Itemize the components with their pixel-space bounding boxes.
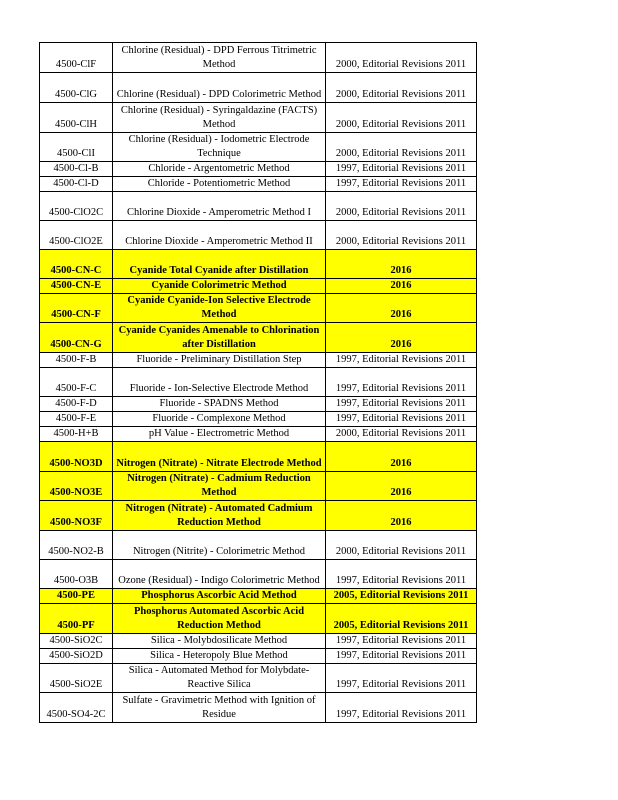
table-row	[40, 133, 477, 162]
method-name-cell: Chlorine (Residual) - Iodometric Electrode Technique	[113, 133, 326, 162]
method-name-cell: Nitrogen (Nitrate) - Cadmium Reduction Method	[113, 472, 326, 501]
table-row	[40, 427, 477, 442]
revision-cell: 2000, Editorial Revisions 2011	[326, 43, 477, 73]
revision-cell: 2016	[326, 442, 477, 472]
method-name-cell: Phosphorus Automated Ascorbic Acid Reduction Method	[113, 604, 326, 634]
revision-cell: 1997, Editorial Revisions 2011	[326, 353, 477, 368]
table-row	[40, 323, 477, 353]
table-row	[40, 162, 477, 177]
method-code-cell: 4500-F-E	[40, 412, 113, 427]
method-code-cell: 4500-PE	[40, 589, 113, 604]
revision-cell: 2000, Editorial Revisions 2011	[326, 192, 477, 221]
table-row	[40, 73, 477, 103]
method-code-cell: 4500-ClO2E	[40, 221, 113, 250]
method-code-cell: 4500-F-C	[40, 368, 113, 397]
table-row	[40, 634, 477, 649]
method-name-cell: Phosphorus Ascorbic Acid Method	[113, 589, 326, 604]
table-row	[40, 412, 477, 427]
method-name-cell: Cyanide Total Cyanide after Distillation	[113, 250, 326, 279]
method-name-cell: Ozone (Residual) - Indigo Colorimetric Method	[113, 560, 326, 589]
revision-cell: 1997, Editorial Revisions 2011	[326, 412, 477, 427]
method-name-cell: Chloride - Potentiometric Method	[113, 177, 326, 192]
revision-cell: 2016	[326, 323, 477, 353]
table-row	[40, 442, 477, 472]
revision-cell: 1997, Editorial Revisions 2011	[326, 664, 477, 693]
method-name-cell: Nitrogen (Nitrate) - Nitrate Electrode Method	[113, 442, 326, 472]
table-row	[40, 43, 477, 73]
methods-table-body	[40, 43, 477, 723]
table-row	[40, 560, 477, 589]
method-code-cell: 4500-ClI	[40, 133, 113, 162]
table-row	[40, 103, 477, 133]
method-code-cell: 4500-ClG	[40, 73, 113, 103]
revision-cell: 2005, Editorial Revisions 2011	[326, 589, 477, 604]
method-name-cell: Chlorine (Residual) - Syringaldazine (FACTS) Method	[113, 103, 326, 133]
revision-cell: 2016	[326, 472, 477, 501]
revision-cell: 1997, Editorial Revisions 2011	[326, 368, 477, 397]
revision-cell: 1997, Editorial Revisions 2011	[326, 560, 477, 589]
method-code-cell: 4500-ClF	[40, 43, 113, 73]
revision-cell: 1997, Editorial Revisions 2011	[326, 693, 477, 723]
method-name-cell: Chlorine (Residual) - DPD Ferrous Titrimetric Method	[113, 43, 326, 73]
method-name-cell: Nitrogen (Nitrate) - Automated Cadmium Reduction Method	[113, 501, 326, 531]
methods-table	[39, 42, 477, 723]
revision-cell: 2000, Editorial Revisions 2011	[326, 103, 477, 133]
revision-cell: 2016	[326, 250, 477, 279]
table-row	[40, 192, 477, 221]
method-name-cell: Chlorine Dioxide - Amperometric Method II	[113, 221, 326, 250]
revision-cell: 2016	[326, 279, 477, 294]
method-code-cell: 4500-O3B	[40, 560, 113, 589]
method-name-cell: Cyanide Colorimetric Method	[113, 279, 326, 294]
table-row	[40, 221, 477, 250]
table-row	[40, 649, 477, 664]
table-row	[40, 294, 477, 323]
table-row	[40, 589, 477, 604]
method-name-cell: Chlorine Dioxide - Amperometric Method I	[113, 192, 326, 221]
method-code-cell: 4500-CN-G	[40, 323, 113, 353]
method-name-cell: Cyanide Cyanide-Ion Selective Electrode Method	[113, 294, 326, 323]
method-name-cell: Fluoride - Complexone Method	[113, 412, 326, 427]
method-name-cell: Silica - Automated Method for Molybdate-Reactive Silica	[113, 664, 326, 693]
revision-cell: 2016	[326, 294, 477, 323]
revision-cell: 2000, Editorial Revisions 2011	[326, 531, 477, 560]
table-row	[40, 604, 477, 634]
method-name-cell: Nitrogen (Nitrite) - Colorimetric Method	[113, 531, 326, 560]
method-code-cell: 4500-CN-E	[40, 279, 113, 294]
method-name-cell: Sulfate - Gravimetric Method with Ignition of Residue	[113, 693, 326, 723]
method-code-cell: 4500-SO4-2C	[40, 693, 113, 723]
method-name-cell: pH Value - Electrometric Method	[113, 427, 326, 442]
table-row	[40, 368, 477, 397]
method-code-cell: 4500-SiO2E	[40, 664, 113, 693]
method-code-cell: 4500-Cl-D	[40, 177, 113, 192]
revision-cell: 1997, Editorial Revisions 2011	[326, 649, 477, 664]
method-code-cell: 4500-NO3F	[40, 501, 113, 531]
method-name-cell: Silica - Heteropoly Blue Method	[113, 649, 326, 664]
revision-cell: 1997, Editorial Revisions 2011	[326, 177, 477, 192]
method-code-cell: 4500-H+B	[40, 427, 113, 442]
method-code-cell: 4500-Cl-B	[40, 162, 113, 177]
revision-cell: 2016	[326, 501, 477, 531]
method-code-cell: 4500-NO3E	[40, 472, 113, 501]
table-row	[40, 664, 477, 693]
method-name-cell: Cyanide Cyanides Amenable to Chlorination after Distillation	[113, 323, 326, 353]
method-code-cell: 4500-ClO2C	[40, 192, 113, 221]
method-name-cell: Silica - Molybdosilicate Method	[113, 634, 326, 649]
method-code-cell: 4500-PF	[40, 604, 113, 634]
revision-cell: 2000, Editorial Revisions 2011	[326, 427, 477, 442]
table-row	[40, 250, 477, 279]
table-row	[40, 177, 477, 192]
revision-cell: 2000, Editorial Revisions 2011	[326, 221, 477, 250]
method-code-cell: 4500-CN-F	[40, 294, 113, 323]
method-name-cell: Fluoride - Preliminary Distillation Step	[113, 353, 326, 368]
method-name-cell: Chloride - Argentometric Method	[113, 162, 326, 177]
revision-cell: 1997, Editorial Revisions 2011	[326, 162, 477, 177]
method-name-cell: Fluoride - Ion-Selective Electrode Method	[113, 368, 326, 397]
method-name-cell: Chlorine (Residual) - DPD Colorimetric Method	[113, 73, 326, 103]
table-row	[40, 693, 477, 723]
method-code-cell: 4500-ClH	[40, 103, 113, 133]
table-row	[40, 397, 477, 412]
revision-cell: 2000, Editorial Revisions 2011	[326, 73, 477, 103]
method-code-cell: 4500-NO2-B	[40, 531, 113, 560]
revision-cell: 2000, Editorial Revisions 2011	[326, 133, 477, 162]
method-code-cell: 4500-CN-C	[40, 250, 113, 279]
table-row	[40, 279, 477, 294]
table-row	[40, 472, 477, 501]
table-row	[40, 531, 477, 560]
revision-cell: 1997, Editorial Revisions 2011	[326, 634, 477, 649]
method-code-cell: 4500-F-B	[40, 353, 113, 368]
method-code-cell: 4500-SiO2C	[40, 634, 113, 649]
revision-cell: 2005, Editorial Revisions 2011	[326, 604, 477, 634]
revision-cell: 1997, Editorial Revisions 2011	[326, 397, 477, 412]
method-code-cell: 4500-NO3D	[40, 442, 113, 472]
table-row	[40, 501, 477, 531]
method-name-cell: Fluoride - SPADNS Method	[113, 397, 326, 412]
method-code-cell: 4500-SiO2D	[40, 649, 113, 664]
table-row	[40, 353, 477, 368]
method-code-cell: 4500-F-D	[40, 397, 113, 412]
